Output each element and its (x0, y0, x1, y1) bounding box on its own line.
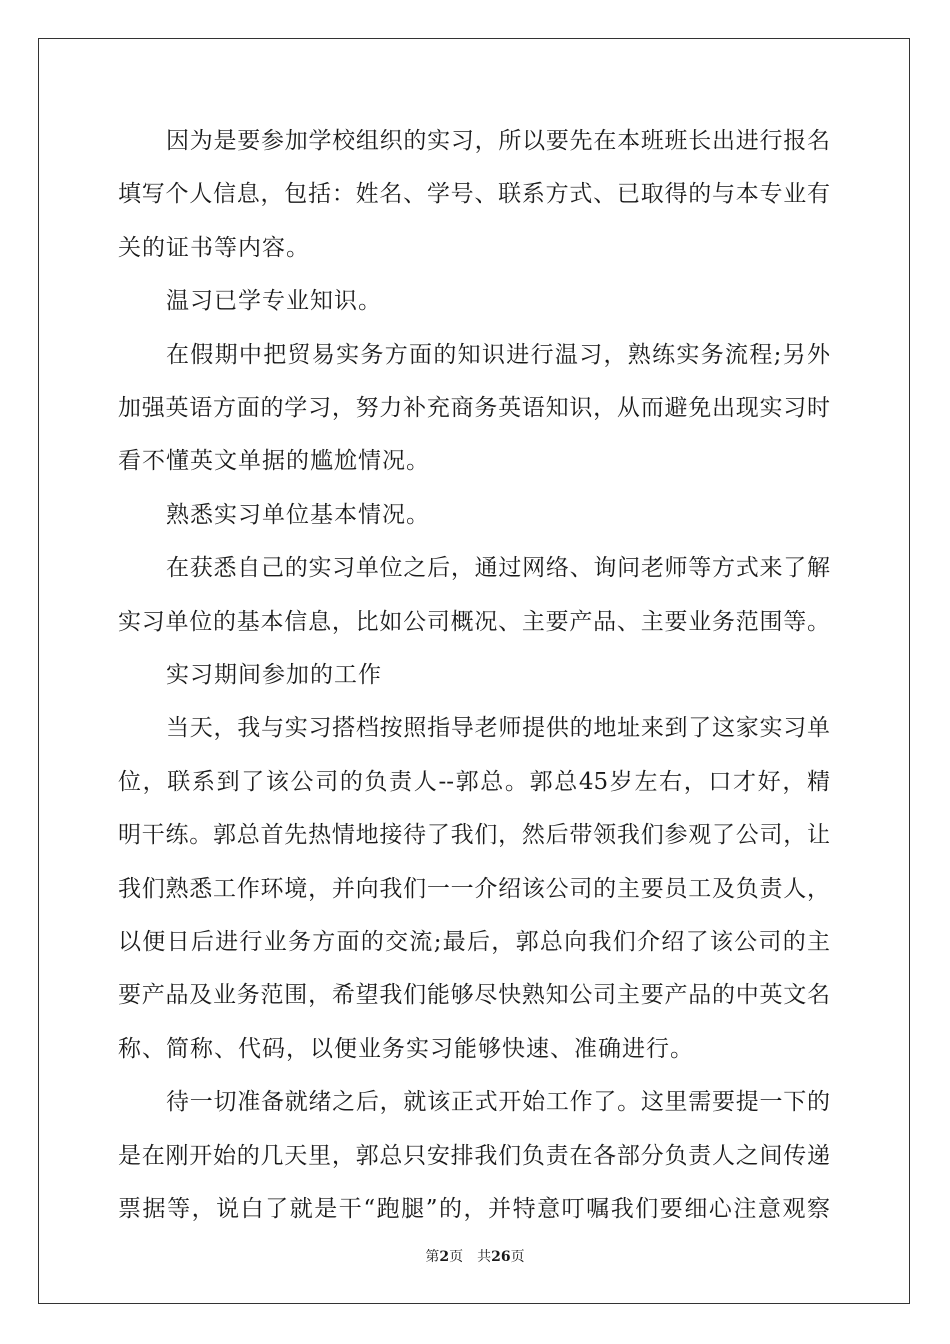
total-prefix: 共 (477, 1249, 492, 1265)
text-line: 是在刚开始的几天里，郭总只安排我们负责在各部分负责人之间传递 (118, 1142, 830, 1169)
page-suffix: 页 (449, 1249, 464, 1265)
text-line: 票据等，说白了就是干“跑腿”的，并特意叮嘱我们要细心注意观察 (118, 1196, 830, 1222)
text-line: 填写个人信息，包括：姓名、学号、联系方式、已取得的与本专业有 (118, 181, 830, 208)
text-line: 关的证书等内容。 (118, 234, 310, 261)
text-line: 因为是要参加学校组织的实习，所以要先在本班班长出进行报名 (166, 128, 830, 154)
page-footer (0, 1248, 950, 1266)
text-line: 温习已学专业知识。 (166, 288, 382, 315)
text-line: 熟悉实习单位基本情况。 (166, 501, 430, 528)
text-line: 我们熟悉工作环境，并向我们一一介绍该公司的主要员工及负责人， (118, 875, 830, 902)
text-line: 以便日后进行业务方面的交流;最后，郭总向我们介绍了该公司的主 (118, 929, 830, 955)
text-line: 实习期间参加的工作 (166, 662, 382, 688)
total-pages: 26 (491, 1249, 511, 1265)
text-line: 在获悉自己的实习单位之后，通过网络、询问老师等方式来了解 (166, 555, 830, 582)
text-line: 当天，我与实习搭档按照指导老师提供的地址来到了这家实习单 (166, 715, 830, 742)
text-line: 位，联系到了该公司的负责人--郭总。郭总45岁左右，口才好，精 (118, 768, 830, 795)
page-prefix: 第 (425, 1249, 440, 1265)
text-line: 称、简称、代码，以便业务实习能够快速、准确进行。 (118, 1035, 694, 1062)
page-number: 2 (439, 1249, 450, 1265)
text-line: 要产品及业务范围，希望我们能够尽快熟知公司主要产品的中英文名 (118, 982, 830, 1009)
text-line: 加强英语方面的学习，努力补充商务英语知识，从而避免出现实习时 (118, 395, 830, 421)
total-suffix: 页 (510, 1249, 525, 1265)
text-line: 在假期中把贸易实务方面的知识进行温习，熟练实务流程;另外 (166, 341, 830, 368)
text-line: 待一切准备就绪之后，就该正式开始工作了。这里需要提一下的 (166, 1089, 830, 1116)
text-line: 明干练。郭总首先热情地接待了我们，然后带领我们参观了公司，让 (118, 822, 830, 849)
text-line: 实习单位的基本信息，比如公司概况、主要产品、主要业务范围等。 (118, 608, 830, 635)
text-line: 看不懂英文单据的尴尬情况。 (118, 448, 430, 475)
